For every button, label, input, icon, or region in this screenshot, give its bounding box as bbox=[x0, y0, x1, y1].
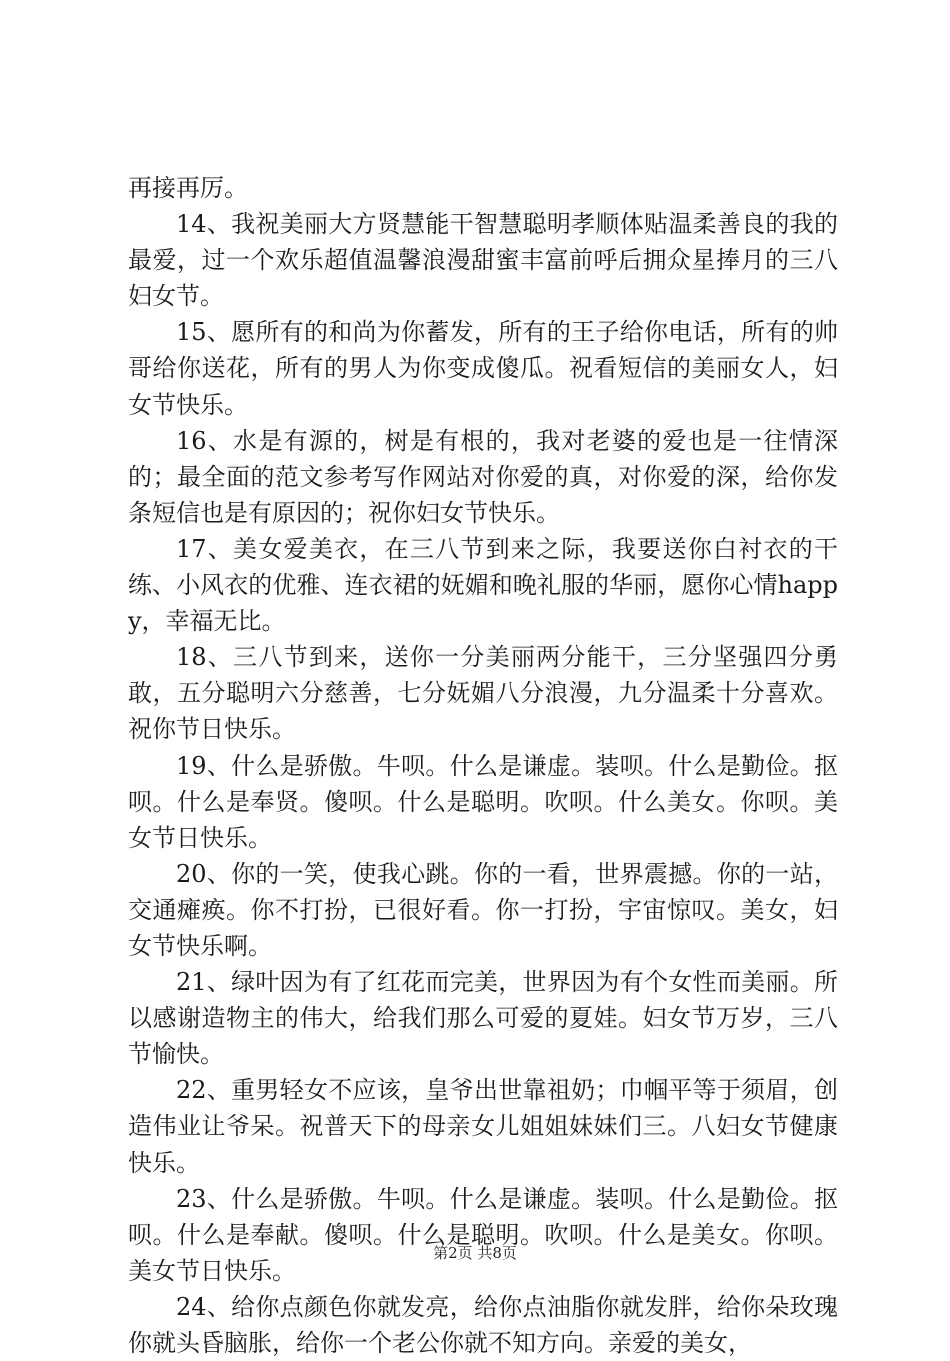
paragraph-15: 15、愿所有的和尚为你蓄发，所有的王子给你电话，所有的帅哥给你送花，所有的男人为你变成傻瓜。祝看短信的美丽女人，妇女节快乐。 bbox=[128, 318, 838, 419]
paragraph-19: 19、什么是骄傲。牛呗。什么是谦虚。装呗。什么是勤俭。抠呗。什么是奉贤。傻呗。什么是聪明。吹呗。什么美女。你呗。美女节日快乐。 bbox=[128, 751, 838, 852]
paragraph-continuation: 再接再厉。 bbox=[128, 174, 248, 202]
page-footer bbox=[0, 1243, 950, 1263]
paragraph-21: 21、绿叶因为有了红花而完美，世界因为有个女性而美丽。所以感谢造物主的伟大，给我们那么可爱的夏娃。妇女节万岁，三八节愉快。 bbox=[128, 968, 838, 1069]
paragraph-14: 14、我祝美丽大方贤慧能干智慧聪明孝顺体贴温柔善良的我的最爱，过一个欢乐超值温馨浪漫甜蜜丰富前呼后拥众星捧月的三八妇女节。 bbox=[128, 210, 838, 311]
paragraph-18: 18、三八节到来，送你一分美丽两分能干，三分坚强四分勇敢，五分聪明六分慈善，七分妩媚八分浪漫，九分温柔十分喜欢。祝你节日快乐。 bbox=[128, 643, 838, 744]
paragraph-24: 24、给你点颜色你就发亮，给你点油脂你就发胖，给你朵玫瑰你就头昏脑胀，给你一个老公你就不知方向。亲爱的美女， bbox=[128, 1292, 838, 1357]
document-body bbox=[128, 170, 838, 1361]
paragraph-16: 16、水是有源的，树是有根的，我对老婆的爱也是一往情深的；最全面的范文参考写作网站对你爱的真，对你爱的深，给你发条短信也是有原因的；祝你妇女节快乐。 bbox=[128, 426, 838, 527]
page-number-label: 第2页 共8页 bbox=[433, 1244, 517, 1262]
paragraph-20: 20、你的一笑，使我心跳。你的一看，世界震撼。你的一站，交通瘫痪。你不打扮，已很好看。你一打扮，宇宙惊叹。美女，妇女节快乐啊。 bbox=[128, 859, 838, 960]
paragraph-17: 17、美女爱美衣，在三八节到来之际，我要送你白衬衣的干练、小风衣的优雅、连衣裙的妩媚和晚礼服的华丽，愿你心情happy，幸福无比。 bbox=[128, 534, 838, 636]
paragraph-22: 22、重男轻女不应该，皇爷出世靠祖奶；巾帼平等于须眉，创造伟业让爷呆。祝普天下的母亲女儿姐姐妹妹们三。八妇女节健康快乐。 bbox=[128, 1076, 838, 1177]
paragraph-23: 23、什么是骄傲。牛呗。什么是谦虚。装呗。什么是勤俭。抠呗。什么是奉献。傻呗。什么是聪明。吹呗。什么是美女。你呗。美女节日快乐。 bbox=[128, 1184, 838, 1285]
